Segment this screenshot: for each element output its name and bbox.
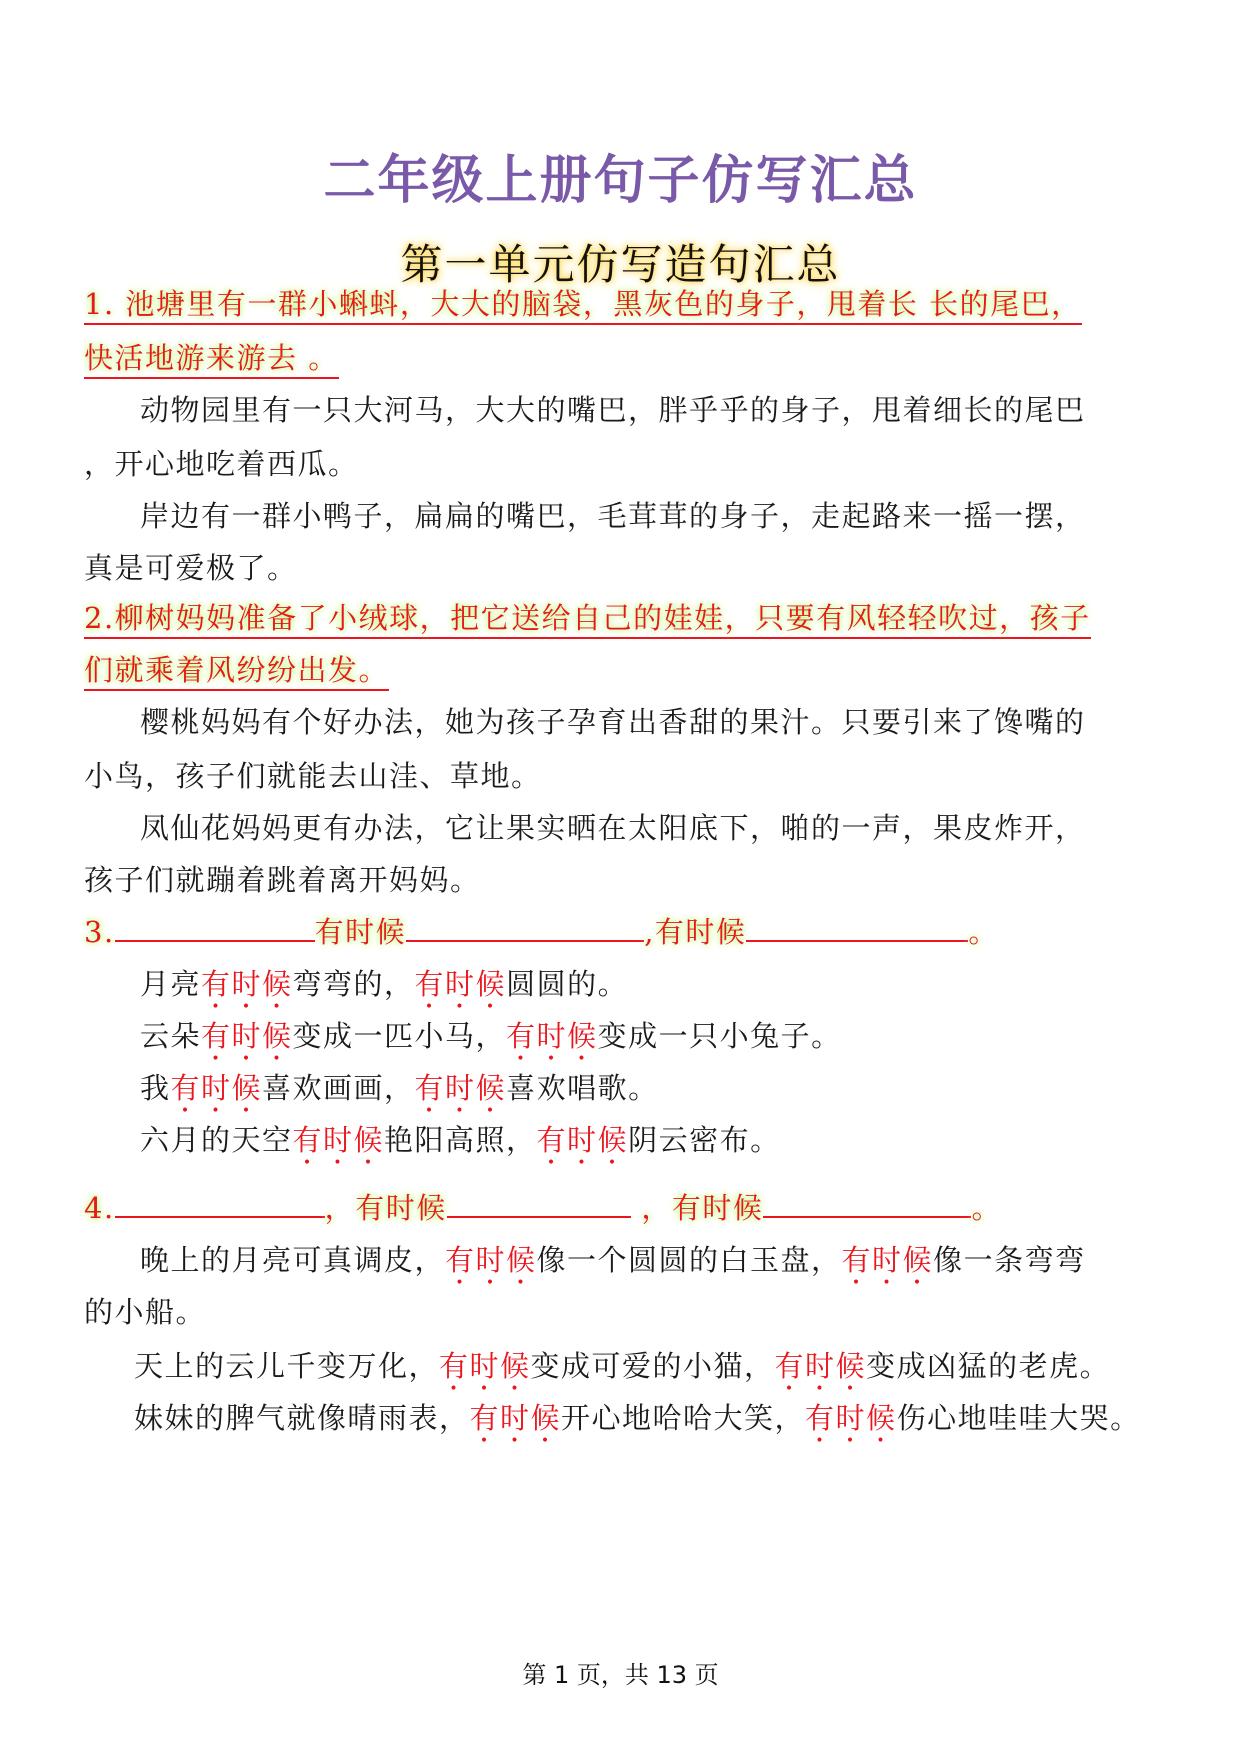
fill-blank <box>746 939 968 942</box>
fill-blank <box>763 1215 971 1218</box>
section-4-example-2: 天上的云儿千变万化，有时候 • • • 变成可爱的小猫，有时候 • • • 变成凶猛的老虎。 <box>134 1346 1110 1386</box>
fill-blank <box>447 1215 631 1218</box>
keyword-emphasis: 有时候 • • • <box>414 1071 507 1119</box>
section-3-example-2: 云朵有时候 • • • 变成一匹小马，有时候 • • • 变成一只小兔子。 <box>140 1016 842 1056</box>
keyword-emphasis: 有时候 • • • <box>841 1243 934 1291</box>
keyword-emphasis: 有时候 • • • <box>292 1123 385 1171</box>
section-2-example-2-line-2: 孩子们就蹦着跳着离开妈妈。 <box>84 863 481 897</box>
section-2-heading-line-2: 们就乘着风纷纷出发。 <box>84 650 389 690</box>
keyword-emphasis: 有时候 • • • <box>170 1071 263 1119</box>
fill-blank <box>406 939 644 942</box>
page-footer: 第 1 页，共 13 页 <box>522 1661 719 1689</box>
keyword-emphasis: 有时候 • • • <box>201 1019 293 1067</box>
keyword-emphasis: 有时候 • • • <box>445 1243 537 1291</box>
section-3-example-4: 六月的天空有时候 • • • 艳阳高照，有时候 • • • 阴云密布。 <box>140 1120 781 1160</box>
keyword-emphasis: 有时候 • • • <box>439 1349 531 1397</box>
fill-blank <box>115 939 315 942</box>
section-3-example-1: 月亮有时候 • • • 弯弯的，有时候 • • • 圆圆的。 <box>140 964 628 1004</box>
keyword-emphasis: 有时候 • • • <box>506 1019 598 1067</box>
section-4-example-1-line-2: 的小船。 <box>84 1295 207 1329</box>
section-4-pattern: 4. ，有时候 ，有时候 。 <box>84 1191 1002 1225</box>
keyword-emphasis: 有时候 • • • <box>805 1401 897 1449</box>
section-2-example-1-line-1: 樱桃妈妈有个好办法，她为孩子孕育出香甜的果汁。只要引来了馋嘴的 <box>140 705 1086 739</box>
fill-blank <box>115 1215 325 1218</box>
section-3-example-3: 我有时候 • • • 喜欢画画，有时候 • • • 喜欢唱歌。 <box>140 1068 659 1108</box>
section-2-heading-line-1: 2.柳树妈妈准备了小绒球，把它送给自己的娃娃，只要有风轻轻吹过，孩子 <box>84 598 1091 638</box>
page-title: 二年级上册句子仿写汇总 <box>323 151 918 211</box>
section-1-example-2-line-1: 岸边有一群小鸭子，扁扁的嘴巴，毛茸茸的身子，走起路来一摇一摆， <box>140 499 1086 533</box>
keyword-emphasis: 有时候 • • • <box>414 967 507 1015</box>
keyword-emphasis: 有时候 • • • <box>536 1123 629 1171</box>
keyword-emphasis: 有时候 • • • <box>469 1401 562 1449</box>
unit-subtitle: 第一单元仿写造句汇总 <box>400 240 841 289</box>
section-3-pattern: 3. 有时候 ,有时候 。 <box>84 915 999 949</box>
section-1-heading-line-1: 1. 池塘里有一群小蝌蚪，大大的脑袋，黑灰色的身子，甩着长 长的尾巴， <box>84 284 1082 324</box>
keyword-emphasis: 有时候 • • • <box>201 967 293 1015</box>
section-1-example-1-line-1: 动物园里有一只大河马，大大的嘴巴，胖乎乎的身子，甩着细长的尾巴 <box>140 393 1086 427</box>
section-1-example-2-line-2: 真是可爱极了。 <box>84 551 298 585</box>
section-4-example-1-line-1: 晚上的月亮可真调皮，有时候 • • • 像一个圆圆的白玉盘，有时候 • • • 像一条弯弯 <box>140 1240 1086 1280</box>
section-2-example-2-line-1: 凤仙花妈妈更有办法，它让果实晒在太阳底下，啪的一声，果皮炸开， <box>140 811 1086 845</box>
section-1-example-1-line-2: ，开心地吃着西瓜。 <box>84 447 359 481</box>
section-4-example-3: 妹妹的脾气就像晴雨表，有时候 • • • 开心地哈哈大笑，有时候 • • • 伤心地哇哇大哭。 <box>134 1398 1141 1438</box>
section-2-example-1-line-2: 小鸟，孩子们就能去山洼、草地。 <box>84 759 542 793</box>
keyword-emphasis: 有时候 • • • <box>774 1349 867 1397</box>
section-1-heading-line-2: 快活地游来游去 。 <box>84 338 339 378</box>
